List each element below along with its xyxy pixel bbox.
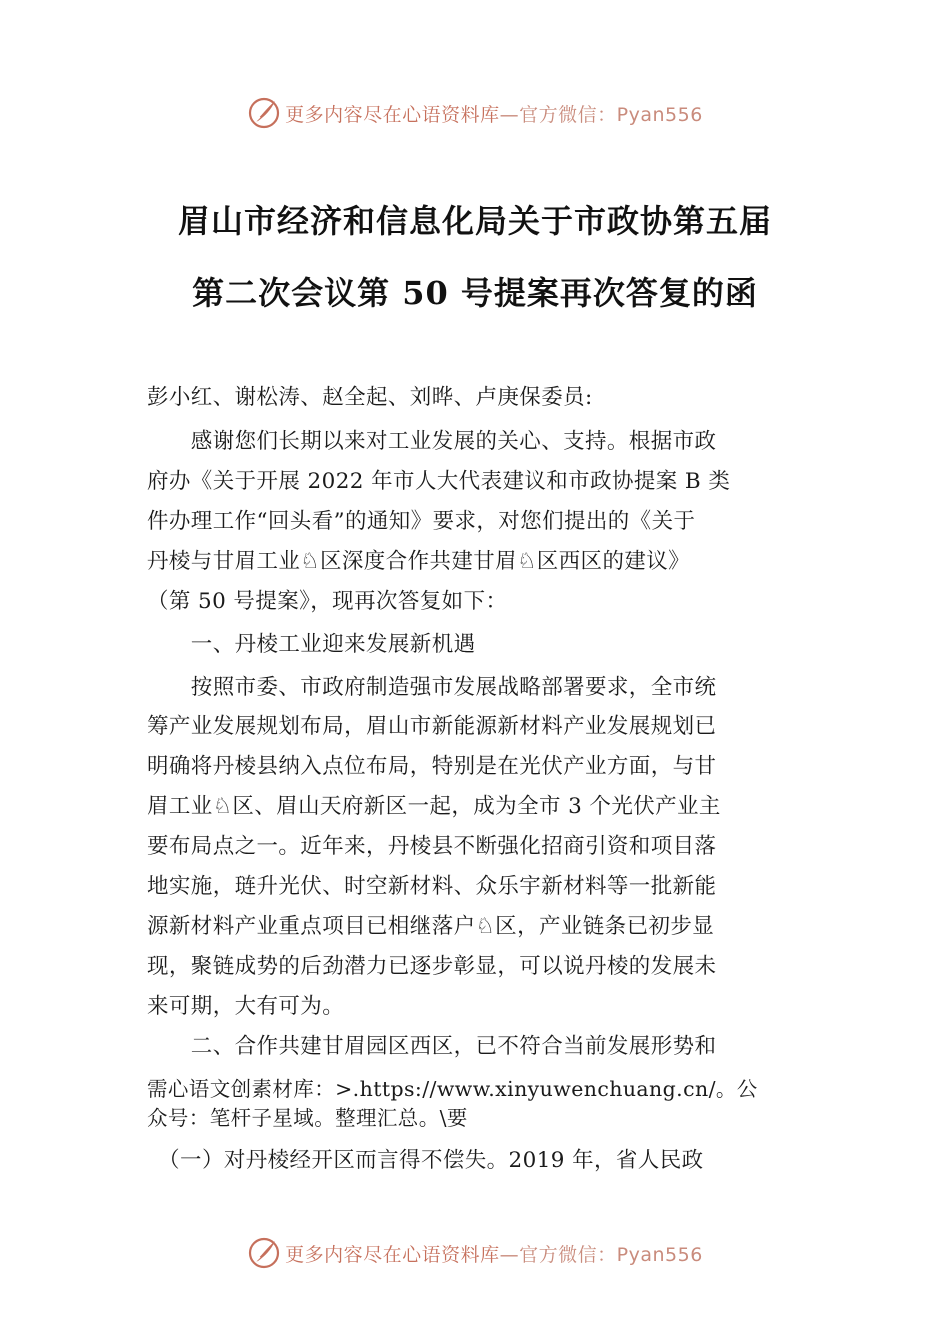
body-line: 丹棱与甘眉工业♘区深度合作共建甘眉♘区西区的建议》 xyxy=(147,549,691,574)
body-line: 源新材料产业重点项目已相继落户♘区，产业链条已初步显 xyxy=(147,914,715,939)
body-line: 现，聚链成势的后劲潜力已逐步彰显，可以说丹棱的发展未 xyxy=(147,954,717,979)
body-line: 地实施，琏升光伏、时空新材料、众乐宇新材料等一批新能 xyxy=(147,874,717,899)
inserted-watermark-line: 众号：笔杆子星域。整理汇总。\要 xyxy=(147,1106,468,1130)
body-line: 筹产业发展规划布局，眉山市新能源新材料产业发展规划已 xyxy=(147,714,717,739)
inserted-watermark-line: 需心语文创素材库：>.https://www.xinyuwenchuang.cn/。公 xyxy=(147,1077,758,1101)
salutation-line: 彭小红、谢松涛、赵全起、刘晔、卢庚保委员: xyxy=(147,385,593,410)
body-line: 件办理工作“回头看”的通知》要求，对您们提出的《关于 xyxy=(147,509,696,534)
quill-logo-icon xyxy=(247,96,281,130)
quill-logo-icon xyxy=(247,1236,281,1270)
body-line: 眉工业♘区、眉山天府新区一起，成为全市 3 个光伏产业主 xyxy=(147,794,721,819)
banner-contact-text: —官方微信：Pyan556 xyxy=(499,103,703,126)
banner-contact-text: —官方微信：Pyan556 xyxy=(499,1243,703,1266)
body-line: 感谢您们长期以来对工业发展的关心、支持。根据市政 xyxy=(147,429,717,454)
body-line: 明确将丹棱县纳入点位布局，特别是在光伏产业方面，与甘 xyxy=(147,754,717,779)
banner-brand-text: 更多内容尽在心语资料库 xyxy=(285,1243,500,1266)
document-title-line-2: 第二次会议第 50 号提案再次答复的函 xyxy=(192,274,758,312)
body-line: 按照市委、市政府制造强市发展战略部署要求，全市统 xyxy=(147,675,717,700)
footer-watermark-banner xyxy=(0,1233,950,1273)
body-line: （第 50 号提案》，现再次答复如下： xyxy=(147,589,508,614)
body-line: 府办《关于开展 2022 年市人大代表建议和市政协提案 B 类 xyxy=(147,469,731,494)
body-line: 来可期，大有可为。 xyxy=(147,994,345,1019)
header-watermark-banner xyxy=(0,93,950,133)
section-heading-1: 一、丹棱工业迎来发展新机遇 xyxy=(147,632,476,657)
subsection-line: （一）对丹棱经开区而言得不偿失。2019 年，省人民政 xyxy=(147,1148,704,1173)
body-line: 要布局点之一。近年来，丹棱县不断强化招商引资和项目落 xyxy=(147,834,717,859)
document-title-line-1: 眉山市经济和信息化局关于市政协第五届 xyxy=(177,202,772,240)
banner-brand-text: 更多内容尽在心语资料库 xyxy=(285,103,500,126)
section-heading-2: 二、合作共建甘眉园区西区，已不符合当前发展形势和 xyxy=(147,1034,717,1059)
